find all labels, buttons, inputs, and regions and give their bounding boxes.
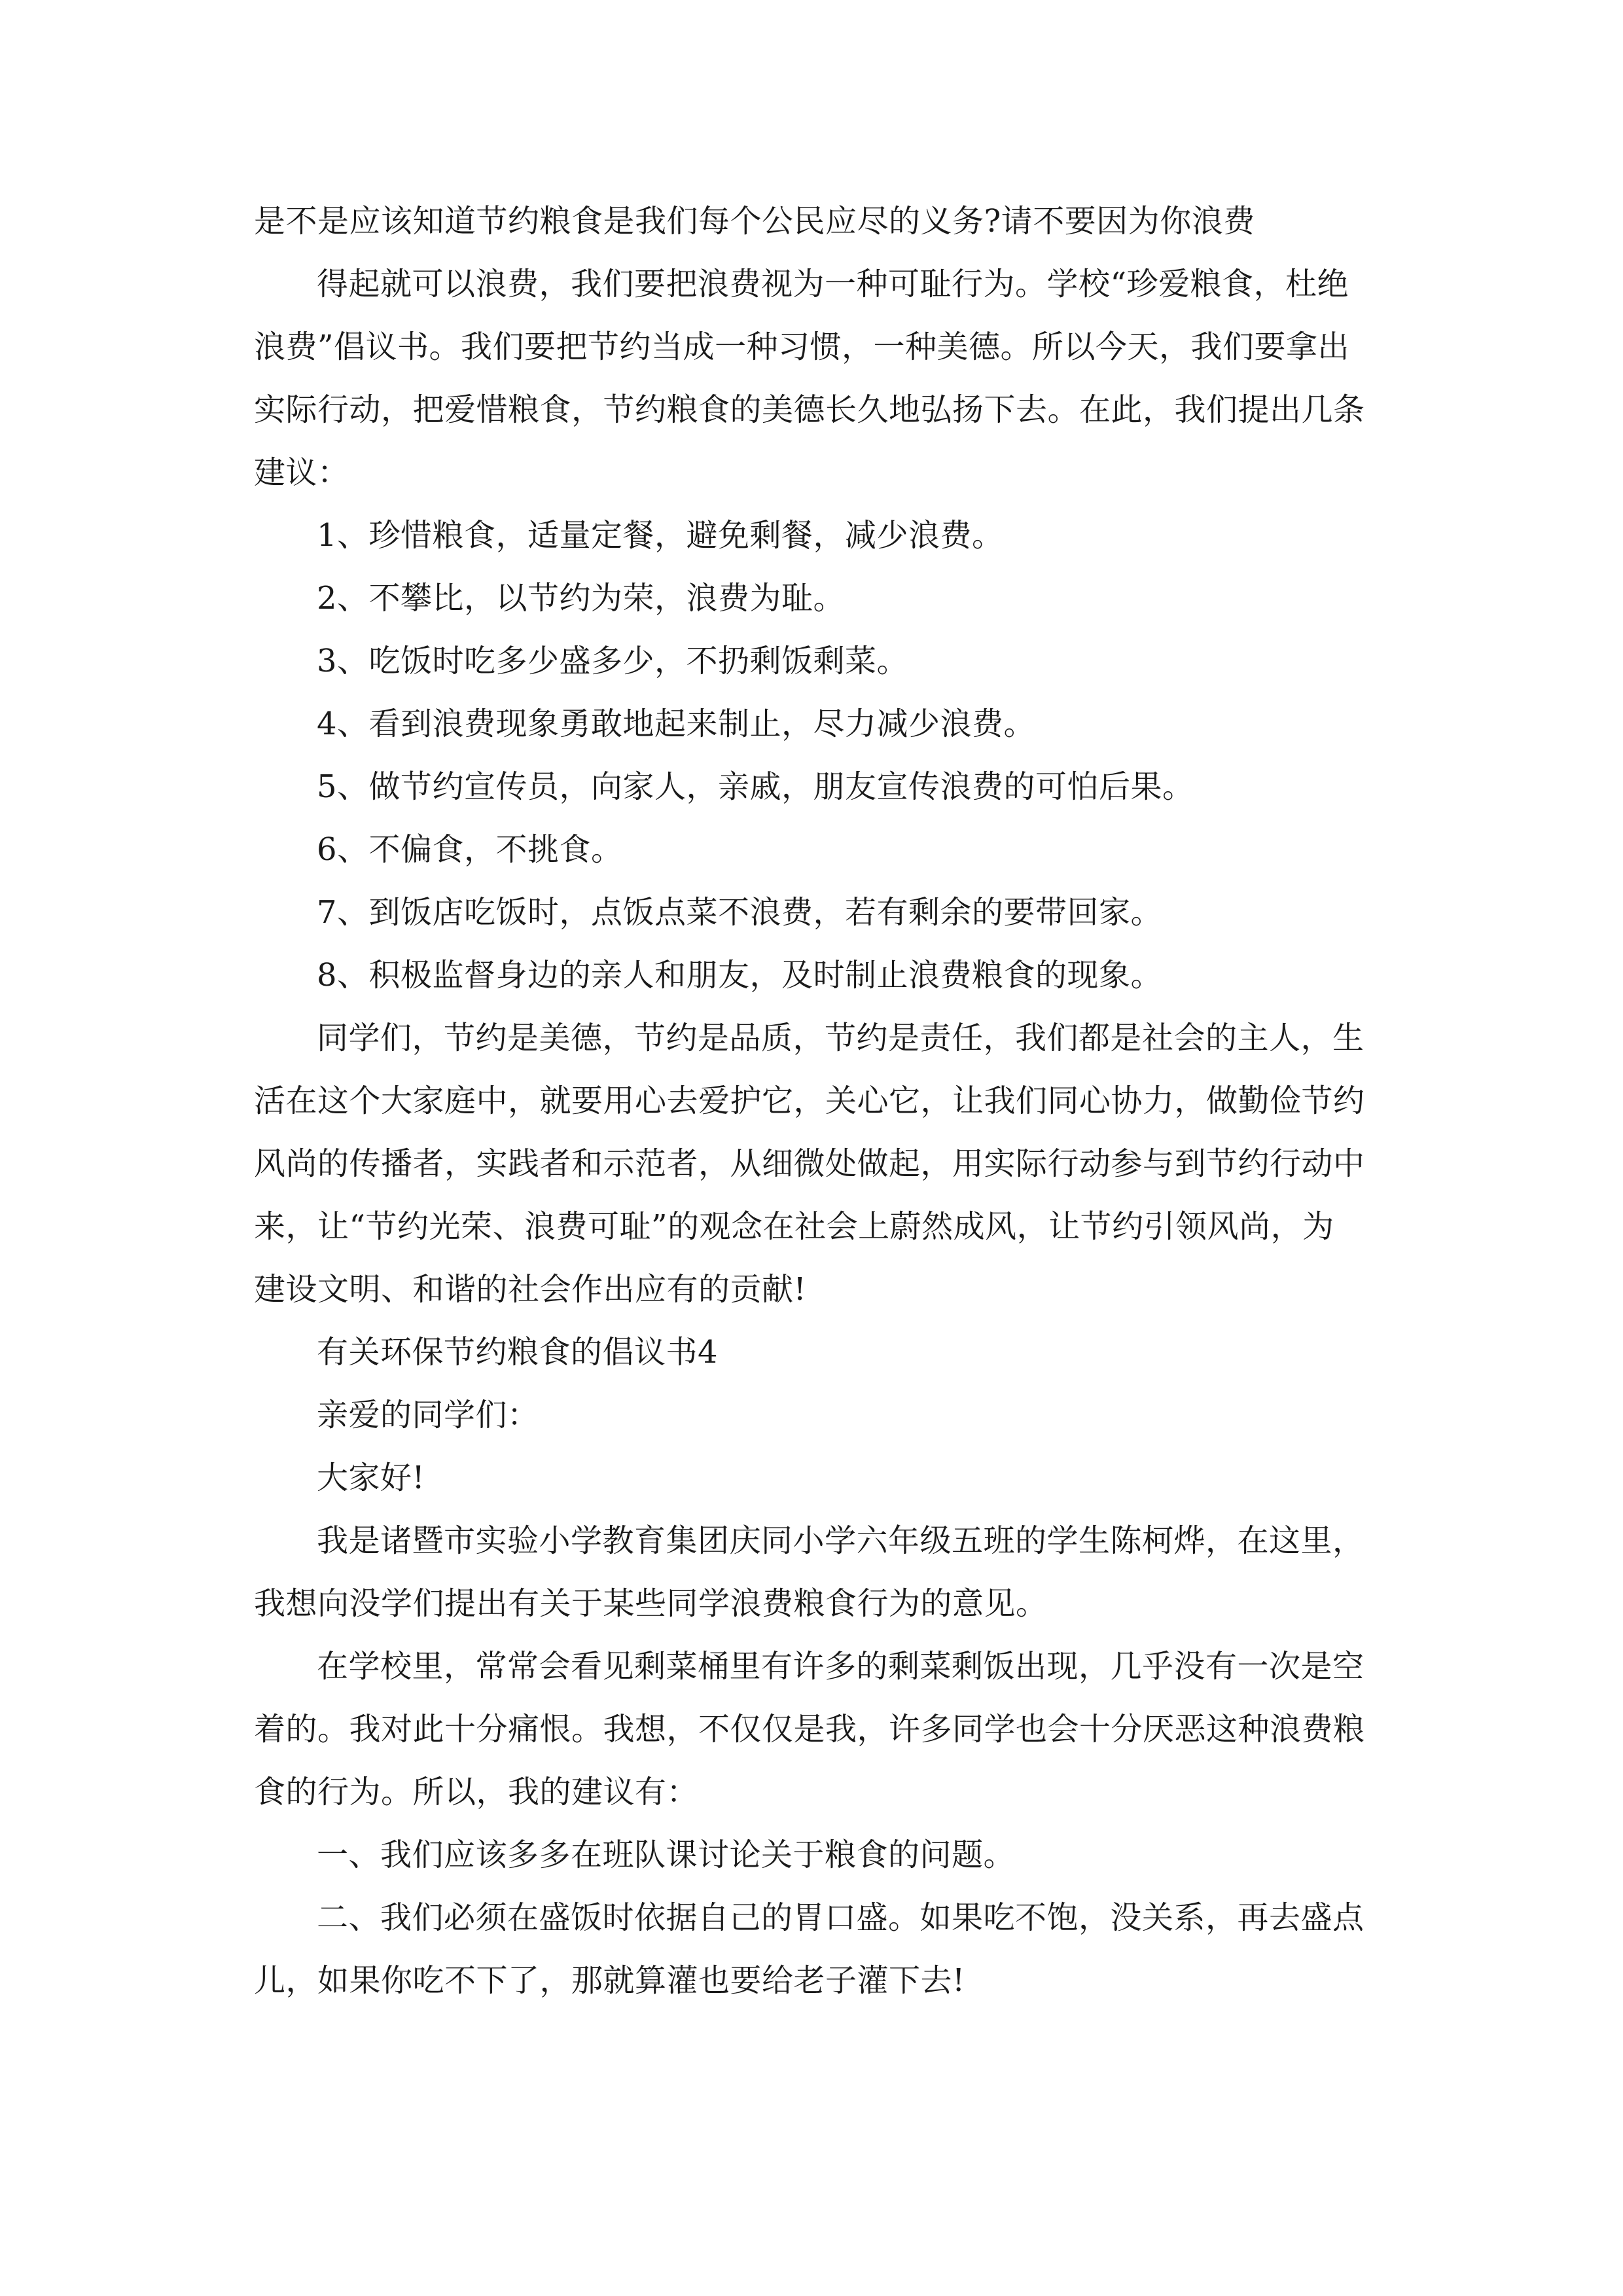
text-line: 8、积极监督身边的亲人和朋友，及时制止浪费粮食的现象。 (317, 957, 1163, 994)
text-line: 是不是应该知道节约粮食是我们每个公民应尽的义务?请不要因为你浪费 (254, 203, 1255, 240)
text-line: 3、吃饭时吃多少盛多少，不扔剩饭剩菜。 (317, 643, 909, 679)
text-line: 同学们，节约是美德，节约是品质，节约是责任，我们都是社会的主人，生 (317, 1020, 1364, 1056)
text-line: 二、我们必须在盛饭时依据自己的胃口盛。如果吃不饱，没关系，再去盛点 (317, 1899, 1364, 1936)
text-line: 浪费”倡议书。我们要把节约当成一种习惯，一种美德。所以今天，我们要拿出 (254, 329, 1350, 365)
text-line: 实际行动，把爱惜粮食，节约粮食的美德长久地弘扬下去。在此，我们提出几条 (254, 391, 1365, 428)
document-body (254, 190, 1393, 2012)
text-line: 亲爱的同学们： (317, 1397, 539, 1433)
text-line: 建议： (254, 454, 349, 491)
text-line: 建设文明、和谐的社会作出应有的贡献! (254, 1271, 807, 1308)
text-line: 着的。我对此十分痛恨。我想，不仅仅是我，许多同学也会十分厌恶这种浪费粮 (254, 1711, 1365, 1748)
text-line: 2、不攀比，以节约为荣，浪费为耻。 (317, 580, 846, 617)
text-line: 大家好! (317, 1460, 425, 1496)
text-line: 一、我们应该多多在班队课讨论关于粮食的问题。 (317, 1837, 1016, 1873)
text-line: 6、不偏食，不挑食。 (317, 831, 623, 868)
text-line: 儿，如果你吃不下了，那就算灌也要给老子灌下去! (254, 1962, 965, 1999)
text-line: 风尚的传播者，实践者和示范者，从细微处做起，用实际行动参与到节约行动中 (254, 1145, 1365, 1182)
text-line: 5、做节约宣传员，向家人，亲戚，朋友宣传浪费的可怕后果。 (317, 768, 1194, 805)
text-line: 4、看到浪费现象勇敢地起来制止，尽力减少浪费。 (317, 706, 1036, 742)
text-line: 食的行为。所以，我的建议有： (254, 1774, 699, 1810)
text-line: 得起就可以浪费，我们要把浪费视为一种可耻行为。学校“珍爱粮食，杜绝 (317, 266, 1349, 302)
text-line: 1、珍惜粮食，适量定餐，避免剩餐，减少浪费。 (317, 517, 1004, 554)
text-line: 我想向没学们提出有关于某些同学浪费粮食行为的意见。 (254, 1585, 1048, 1622)
text-line: 7、到饭店吃饭时，点饭点菜不浪费，若有剩余的要带回家。 (317, 894, 1163, 931)
text-line: 来，让“节约光荣、浪费可耻”的观念在社会上蔚然成风，让节约引领风尚，为 (254, 1208, 1334, 1245)
text-line: 有关环保节约粮食的倡议书4 (317, 1334, 719, 1371)
text-line: 我是诸暨市实验小学教育集团庆同小学六年级五班的学生陈柯烨，在这里， (317, 1522, 1364, 1559)
text-line: 在学校里，常常会看见剩菜桶里有许多的剩菜剩饭出现，几乎没有一次是空 (317, 1648, 1364, 1685)
text-line: 活在这个大家庭中，就要用心去爱护它，关心它，让我们同心协力，做勤俭节约 (254, 1083, 1365, 1119)
